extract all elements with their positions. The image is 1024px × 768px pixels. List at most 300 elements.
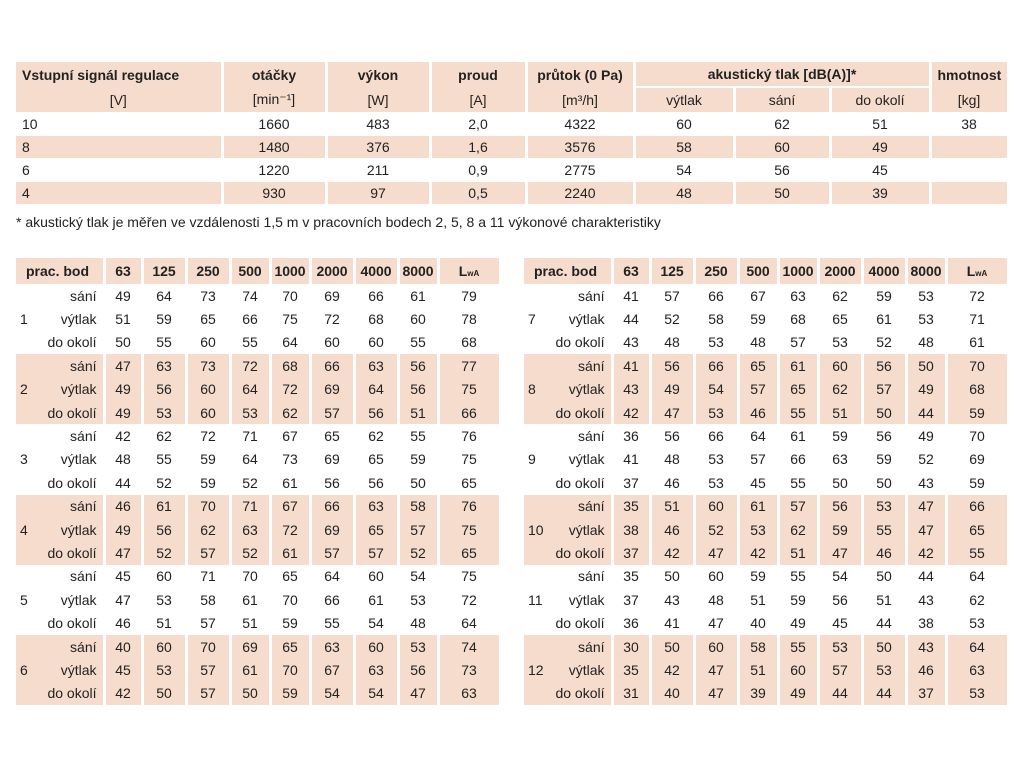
- lwa-sub: wA: [467, 269, 480, 278]
- value-cell: 37: [612, 588, 650, 611]
- value-cell: 56: [862, 424, 906, 447]
- unit-input-signal: [V]: [16, 87, 222, 113]
- value-cell: 35: [612, 658, 650, 681]
- value-cell: 44: [104, 471, 142, 494]
- value-cell: 53: [738, 518, 778, 541]
- value-cell: 58: [738, 635, 778, 658]
- value-cell: 40: [650, 682, 694, 705]
- value-cell: 60: [186, 378, 230, 401]
- header-freq: 250: [186, 258, 230, 284]
- value-cell: 53: [694, 331, 738, 354]
- value-cell: 45: [738, 471, 778, 494]
- table-row: [524, 284, 1008, 307]
- cell-weight: [930, 159, 1008, 182]
- value-cell: 56: [818, 495, 862, 518]
- value-cell: 70: [186, 635, 230, 658]
- value-cell: 51: [230, 611, 270, 634]
- table-row: [524, 424, 1008, 447]
- value-cell: 63: [230, 518, 270, 541]
- value-cell: 69: [946, 448, 1008, 471]
- row-label: sání: [546, 354, 612, 377]
- value-cell: 62: [818, 284, 862, 307]
- value-cell: 59: [186, 471, 230, 494]
- row-label: sání: [38, 424, 104, 447]
- value-cell: 61: [778, 354, 818, 377]
- value-cell: 72: [270, 378, 310, 401]
- value-cell: 56: [398, 658, 438, 681]
- value-cell: 64: [230, 448, 270, 471]
- row-label: sání: [38, 635, 104, 658]
- value-cell: 57: [650, 284, 694, 307]
- row-label: do okolí: [546, 401, 612, 424]
- header-acoustic-pressure: akustický tlak [dB(A)]*: [634, 62, 930, 87]
- value-cell: 57: [738, 378, 778, 401]
- value-cell: 58: [694, 307, 738, 330]
- value-cell: 43: [906, 471, 946, 494]
- value-cell: 52: [650, 307, 694, 330]
- value-cell: 42: [738, 541, 778, 564]
- value-cell: 56: [142, 378, 186, 401]
- table-row: [16, 159, 1008, 182]
- value-cell: 64: [270, 331, 310, 354]
- value-cell: 47: [104, 588, 142, 611]
- row-label: sání: [38, 354, 104, 377]
- value-cell: 63: [310, 635, 354, 658]
- value-cell: 59: [270, 682, 310, 705]
- table-row: [524, 518, 1008, 541]
- value-cell: 57: [186, 611, 230, 634]
- value-cell: 66: [694, 424, 738, 447]
- value-cell: 61: [270, 471, 310, 494]
- point-group: [524, 284, 1008, 354]
- value-cell: 52: [142, 541, 186, 564]
- value-cell: 66: [354, 284, 398, 307]
- unit-weight: [kg]: [930, 87, 1008, 113]
- value-cell: 43: [612, 378, 650, 401]
- value-cell: 48: [738, 331, 778, 354]
- value-cell: 53: [142, 658, 186, 681]
- value-cell: 68: [946, 378, 1008, 401]
- table-row: [16, 424, 500, 447]
- value-cell: 70: [946, 424, 1008, 447]
- value-cell: 52: [906, 448, 946, 471]
- point-group: [524, 424, 1008, 494]
- value-cell: 46: [906, 658, 946, 681]
- header-freq: 8000: [906, 258, 946, 284]
- header-freq: 1000: [778, 258, 818, 284]
- value-cell: 51: [104, 307, 142, 330]
- value-cell: 59: [818, 518, 862, 541]
- value-cell: 47: [104, 354, 142, 377]
- value-cell: 63: [354, 354, 398, 377]
- cell-signal: 8: [16, 136, 222, 159]
- value-cell: 57: [862, 378, 906, 401]
- value-cell: 65: [946, 518, 1008, 541]
- header-point: prac. bod: [524, 258, 612, 284]
- point-group: [16, 635, 500, 705]
- value-cell: 67: [270, 424, 310, 447]
- value-cell: 46: [862, 541, 906, 564]
- row-label: výtlak: [546, 658, 612, 681]
- value-cell: 52: [862, 331, 906, 354]
- header-point: prac. bod: [16, 258, 104, 284]
- value-cell: 51: [738, 658, 778, 681]
- cell-signal: 10: [16, 113, 222, 136]
- value-cell: 50: [230, 682, 270, 705]
- row-label: sání: [546, 565, 612, 588]
- value-cell: 64: [354, 378, 398, 401]
- value-cell: 57: [818, 658, 862, 681]
- value-cell: 60: [142, 565, 186, 588]
- cell-flow: 2240: [526, 182, 634, 205]
- value-cell: 73: [186, 354, 230, 377]
- value-cell: 55: [230, 331, 270, 354]
- value-cell: 72: [270, 518, 310, 541]
- value-cell: 61: [398, 284, 438, 307]
- cell-weight: 38: [930, 113, 1008, 136]
- cell-okoli: 49: [830, 136, 930, 159]
- value-cell: 54: [310, 682, 354, 705]
- value-cell: 56: [650, 354, 694, 377]
- value-cell: 50: [862, 565, 906, 588]
- table-row: [16, 284, 500, 307]
- value-cell: 43: [612, 331, 650, 354]
- value-cell: 57: [186, 682, 230, 705]
- value-cell: 44: [612, 307, 650, 330]
- point-number: 11: [528, 591, 543, 608]
- value-cell: 42: [650, 541, 694, 564]
- value-cell: 65: [438, 471, 500, 494]
- value-cell: 54: [354, 682, 398, 705]
- value-cell: 50: [862, 471, 906, 494]
- value-cell: 73: [438, 658, 500, 681]
- value-cell: 54: [694, 378, 738, 401]
- value-cell: 38: [612, 518, 650, 541]
- value-cell: 60: [694, 495, 738, 518]
- value-cell: 52: [398, 541, 438, 564]
- value-cell: 53: [694, 471, 738, 494]
- value-cell: 78: [438, 307, 500, 330]
- header-freq: 63: [612, 258, 650, 284]
- value-cell: 63: [778, 284, 818, 307]
- value-cell: 70: [186, 495, 230, 518]
- value-cell: 60: [186, 401, 230, 424]
- table-row: [16, 136, 1008, 159]
- value-cell: 57: [310, 401, 354, 424]
- value-cell: 46: [104, 611, 142, 634]
- value-cell: 49: [906, 424, 946, 447]
- value-cell: 48: [906, 331, 946, 354]
- point-group: [16, 565, 500, 635]
- value-cell: 44: [906, 401, 946, 424]
- cell-speed: 1220: [222, 159, 326, 182]
- value-cell: 66: [230, 307, 270, 330]
- value-cell: 55: [778, 565, 818, 588]
- value-cell: 60: [398, 307, 438, 330]
- value-cell: 60: [354, 331, 398, 354]
- value-cell: 75: [438, 378, 500, 401]
- value-cell: 55: [946, 541, 1008, 564]
- value-cell: 46: [650, 518, 694, 541]
- value-cell: 48: [694, 588, 738, 611]
- header-freq: 125: [650, 258, 694, 284]
- cell-power: 97: [326, 182, 430, 205]
- value-cell: 53: [818, 635, 862, 658]
- value-cell: 69: [310, 284, 354, 307]
- cell-sani: 62: [734, 113, 830, 136]
- value-cell: 65: [818, 307, 862, 330]
- value-cell: 66: [310, 588, 354, 611]
- header-freq: 125: [142, 258, 186, 284]
- value-cell: 61: [862, 307, 906, 330]
- cell-okoli: 45: [830, 159, 930, 182]
- value-cell: 52: [230, 541, 270, 564]
- value-cell: 68: [354, 307, 398, 330]
- value-cell: 59: [862, 284, 906, 307]
- header-freq: 8000: [398, 258, 438, 284]
- cell-power: 376: [326, 136, 430, 159]
- value-cell: 63: [354, 495, 398, 518]
- value-cell: 49: [104, 284, 142, 307]
- value-cell: 70: [270, 284, 310, 307]
- row-label: sání: [546, 284, 612, 307]
- value-cell: 62: [270, 401, 310, 424]
- value-cell: 59: [398, 448, 438, 471]
- value-cell: 56: [650, 424, 694, 447]
- value-cell: 66: [694, 354, 738, 377]
- value-cell: 66: [694, 284, 738, 307]
- value-cell: 75: [438, 565, 500, 588]
- value-cell: 59: [738, 565, 778, 588]
- value-cell: 35: [612, 495, 650, 518]
- point-group: [16, 284, 500, 354]
- value-cell: 54: [354, 611, 398, 634]
- header-power: výkon: [326, 62, 430, 87]
- points-table-right: [524, 258, 1010, 705]
- value-cell: 65: [186, 307, 230, 330]
- row-label: výtlak: [38, 588, 104, 611]
- value-cell: 59: [946, 471, 1008, 494]
- cell-vytlak: 54: [634, 159, 734, 182]
- value-cell: 44: [906, 565, 946, 588]
- cell-vytlak: 48: [634, 182, 734, 205]
- value-cell: 77: [438, 354, 500, 377]
- points-header-row: [16, 258, 500, 284]
- value-cell: 72: [310, 307, 354, 330]
- cell-speed: 1660: [222, 113, 326, 136]
- value-cell: 56: [818, 588, 862, 611]
- value-cell: 64: [230, 378, 270, 401]
- row-label: sání: [38, 565, 104, 588]
- table-row: [16, 182, 1008, 205]
- value-cell: 49: [104, 401, 142, 424]
- header-freq: 500: [738, 258, 778, 284]
- value-cell: 53: [142, 588, 186, 611]
- value-cell: 64: [946, 635, 1008, 658]
- value-cell: 72: [230, 354, 270, 377]
- point-number: 12: [524, 635, 546, 705]
- value-cell: 57: [186, 658, 230, 681]
- value-cell: 41: [650, 611, 694, 634]
- value-cell: 40: [738, 611, 778, 634]
- value-cell: 73: [270, 448, 310, 471]
- value-cell: 49: [778, 611, 818, 634]
- row-label: do okolí: [38, 541, 104, 564]
- table-row: [524, 378, 1008, 401]
- header-freq: 4000: [354, 258, 398, 284]
- header-freq: 2000: [310, 258, 354, 284]
- value-cell: 67: [310, 658, 354, 681]
- table-row: [16, 682, 500, 705]
- cell-weight: [930, 182, 1008, 205]
- value-cell: 60: [186, 331, 230, 354]
- value-cell: 50: [142, 682, 186, 705]
- value-cell: 42: [104, 424, 142, 447]
- value-cell: 65: [354, 448, 398, 471]
- point-number: 8: [524, 354, 546, 424]
- unit-speed: [min⁻¹]: [222, 87, 326, 113]
- cell-speed: 930: [222, 182, 326, 205]
- value-cell: 70: [270, 588, 310, 611]
- value-cell: 31: [612, 682, 650, 705]
- value-cell: 50: [818, 471, 862, 494]
- value-cell: 47: [694, 611, 738, 634]
- value-cell: 57: [778, 331, 818, 354]
- value-cell: 47: [694, 658, 738, 681]
- table-row: [16, 495, 500, 518]
- value-cell: 65: [310, 424, 354, 447]
- cell-vytlak: 58: [634, 136, 734, 159]
- value-cell: 67: [270, 495, 310, 518]
- header-freq: 4000: [862, 258, 906, 284]
- row-label: do okolí: [38, 471, 104, 494]
- sub-header-vytlak: výtlak: [634, 87, 734, 113]
- value-cell: 43: [906, 635, 946, 658]
- points-header-row: [524, 258, 1008, 284]
- value-cell: 75: [270, 307, 310, 330]
- value-cell: 48: [650, 448, 694, 471]
- value-cell: 53: [398, 635, 438, 658]
- row-label: výtlak: [38, 307, 104, 330]
- row-label: do okolí: [546, 611, 612, 634]
- value-cell: 62: [354, 424, 398, 447]
- header-freq: 63: [104, 258, 142, 284]
- row-label: výtlak: [38, 378, 104, 401]
- header-speed: otáčky: [222, 62, 326, 87]
- value-cell: 59: [142, 307, 186, 330]
- value-cell: 42: [650, 658, 694, 681]
- cell-flow: 4322: [526, 113, 634, 136]
- value-cell: 55: [862, 518, 906, 541]
- performance-table: [16, 62, 1010, 204]
- value-cell: 65: [738, 354, 778, 377]
- value-cell: 51: [650, 495, 694, 518]
- value-cell: 56: [398, 354, 438, 377]
- cell-power: 483: [326, 113, 430, 136]
- value-cell: 53: [694, 448, 738, 471]
- value-cell: 56: [310, 471, 354, 494]
- value-cell: 59: [818, 424, 862, 447]
- value-cell: 52: [694, 518, 738, 541]
- value-cell: 79: [438, 284, 500, 307]
- value-cell: 51: [862, 588, 906, 611]
- value-cell: 71: [230, 495, 270, 518]
- cell-current: 0,9: [430, 159, 526, 182]
- value-cell: 42: [612, 401, 650, 424]
- value-cell: 74: [230, 284, 270, 307]
- value-cell: 59: [186, 448, 230, 471]
- value-cell: 53: [946, 611, 1008, 634]
- value-cell: 59: [862, 448, 906, 471]
- value-cell: 62: [186, 518, 230, 541]
- table-row: [524, 401, 1008, 424]
- header-lwa: [946, 258, 1008, 284]
- unit-flow: [m³/h]: [526, 87, 634, 113]
- row-label: výtlak: [546, 378, 612, 401]
- value-cell: 51: [818, 401, 862, 424]
- value-cell: 65: [438, 541, 500, 564]
- value-cell: 55: [142, 448, 186, 471]
- value-cell: 55: [398, 424, 438, 447]
- value-cell: 64: [738, 424, 778, 447]
- header-freq: 1000: [270, 258, 310, 284]
- point-group: [524, 565, 1008, 635]
- row-label: do okolí: [546, 682, 612, 705]
- point-number: 3: [20, 451, 28, 468]
- value-cell: 45: [104, 658, 142, 681]
- value-cell: 66: [310, 354, 354, 377]
- value-cell: 39: [738, 682, 778, 705]
- value-cell: 53: [862, 495, 906, 518]
- row-label: sání: [38, 495, 104, 518]
- value-cell: 63: [438, 682, 500, 705]
- lwa-main: L: [966, 263, 976, 279]
- value-cell: 72: [186, 424, 230, 447]
- value-cell: 65: [270, 635, 310, 658]
- value-cell: 56: [862, 354, 906, 377]
- point-group: [16, 354, 500, 424]
- value-cell: 71: [186, 565, 230, 588]
- point-number: 4: [16, 495, 38, 565]
- value-cell: 65: [354, 518, 398, 541]
- value-cell: 53: [818, 331, 862, 354]
- table-row: [16, 448, 500, 471]
- value-cell: 53: [694, 401, 738, 424]
- value-cell: 53: [398, 588, 438, 611]
- table-row: [16, 331, 500, 354]
- value-cell: 61: [270, 541, 310, 564]
- value-cell: 69: [310, 378, 354, 401]
- value-cell: 60: [142, 635, 186, 658]
- value-cell: 61: [230, 658, 270, 681]
- value-cell: 55: [398, 331, 438, 354]
- value-cell: 44: [818, 682, 862, 705]
- cell-weight: [930, 136, 1008, 159]
- value-cell: 55: [778, 635, 818, 658]
- table-row: [524, 682, 1008, 705]
- value-cell: 54: [818, 565, 862, 588]
- row-label: sání: [38, 284, 104, 307]
- value-cell: 43: [906, 588, 946, 611]
- value-cell: 60: [818, 354, 862, 377]
- value-cell: 62: [818, 378, 862, 401]
- sub-header-sani: sání: [734, 87, 830, 113]
- value-cell: 50: [104, 331, 142, 354]
- value-cell: 57: [738, 448, 778, 471]
- value-cell: 47: [694, 541, 738, 564]
- value-cell: 46: [650, 471, 694, 494]
- value-cell: 47: [398, 682, 438, 705]
